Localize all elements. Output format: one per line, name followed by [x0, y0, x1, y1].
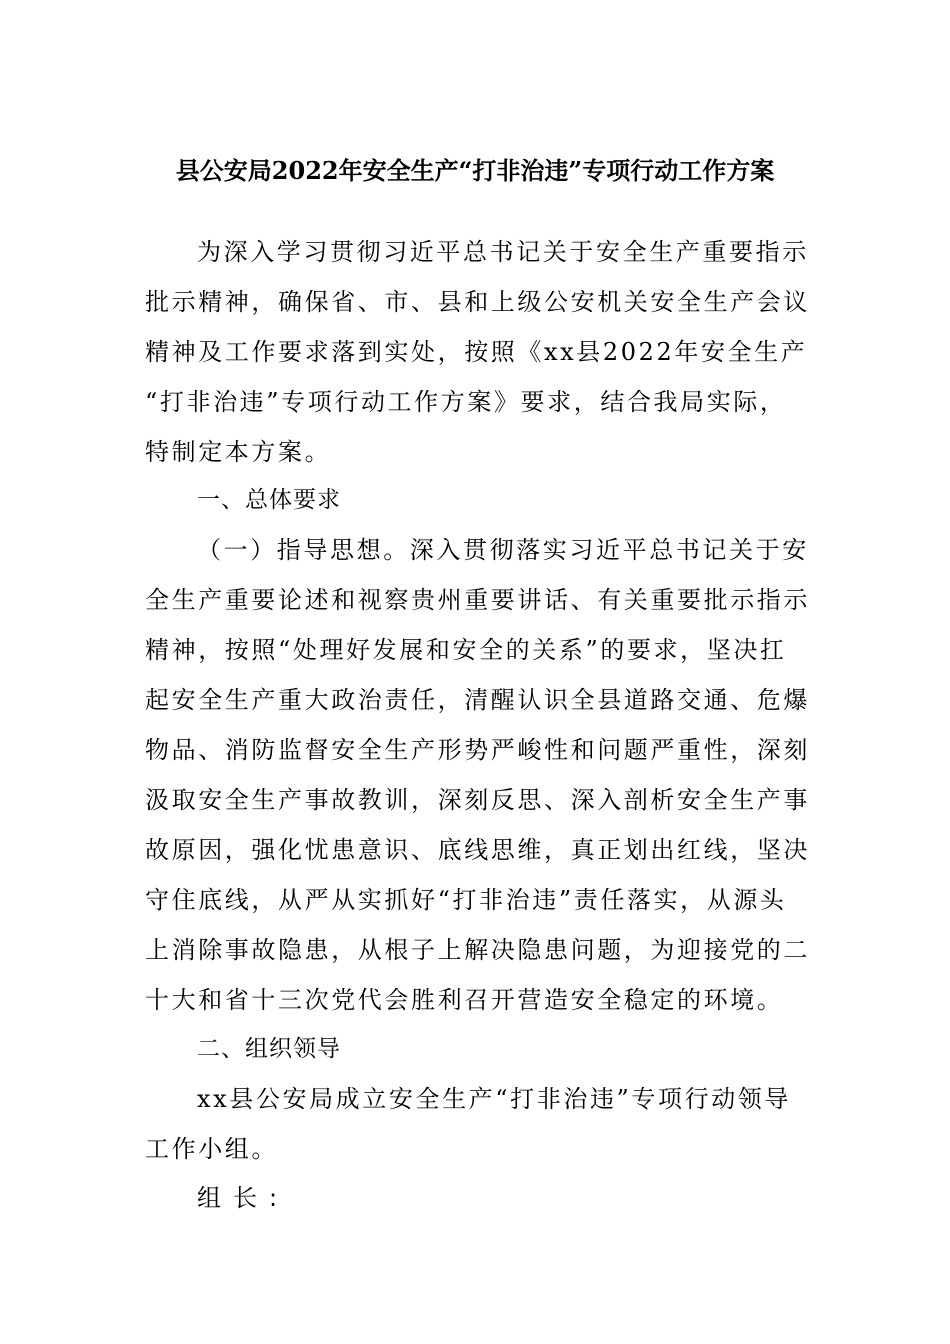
intro-line: 特制定本方案。 — [145, 438, 332, 466]
paragraph-line: （一）指导思想。深入贯彻落实习近平总书记关于安 — [197, 536, 809, 564]
paragraph-line: 起安全生产重大政治责任，清醒认识全县道路交通、危爆 — [145, 686, 810, 714]
paragraph-line: 十大和省十三次党代会胜利召开营造安全稳定的环境。 — [145, 986, 784, 1014]
paragraph-line: 汲取安全生产事故教训，深刻反思、深入剖析安全生产事 — [145, 786, 810, 814]
document-title: 县公安局2022年安全生产“打非治违”专项行动工作方案 — [175, 156, 775, 185]
guiding-ideology-paragraph — [145, 525, 810, 1025]
intro-line: “打非治违”专项行动工作方案》要求，结合我局实际， — [145, 388, 787, 416]
group-leader-colon: : — [269, 1184, 278, 1212]
paragraph-line: 精神，按照“处理好发展和安全的关系”的要求，坚决扛 — [145, 636, 787, 664]
leadership-group-paragraph — [145, 1074, 805, 1174]
section-heading-organization-leadership: 二、组织领导 — [197, 1036, 341, 1062]
group-leader-line — [197, 1173, 277, 1223]
paragraph-line: 守住底线，从严从实抓好“打非治违”责任落实，从源头 — [145, 886, 787, 914]
intro-paragraph — [145, 227, 810, 477]
paragraph-line: 全生产重要论述和视察贵州重要讲话、有关重要批示指示 — [145, 586, 810, 614]
paragraph-line: 物品、消防监督安全生产形势严峻性和问题严重性，深刻 — [145, 736, 810, 764]
group-leader-label: 组长 — [197, 1184, 269, 1212]
paragraph-line: 工作小组。 — [145, 1135, 278, 1163]
paragraph-line: 上消除事故隐患，从根子上解决隐患问题，为迎接党的二 — [145, 936, 810, 964]
intro-line: 为深入学习贯彻习近平总书记关于安全生产重要指示 — [197, 238, 809, 266]
intro-line: 精神及工作要求落到实处，按照《xx县2022年安全生产 — [145, 338, 808, 366]
paragraph-line: xx县公安局成立安全生产“打非治违”专项行动领导 — [197, 1085, 792, 1113]
intro-line: 批示精神，确保省、市、县和上级公安机关安全生产会议 — [145, 288, 810, 316]
section-heading-general-requirements: 一、总体要求 — [197, 487, 341, 513]
paragraph-line: 故原因，强化忧患意识、底线思维，真正划出红线，坚决 — [145, 836, 810, 864]
